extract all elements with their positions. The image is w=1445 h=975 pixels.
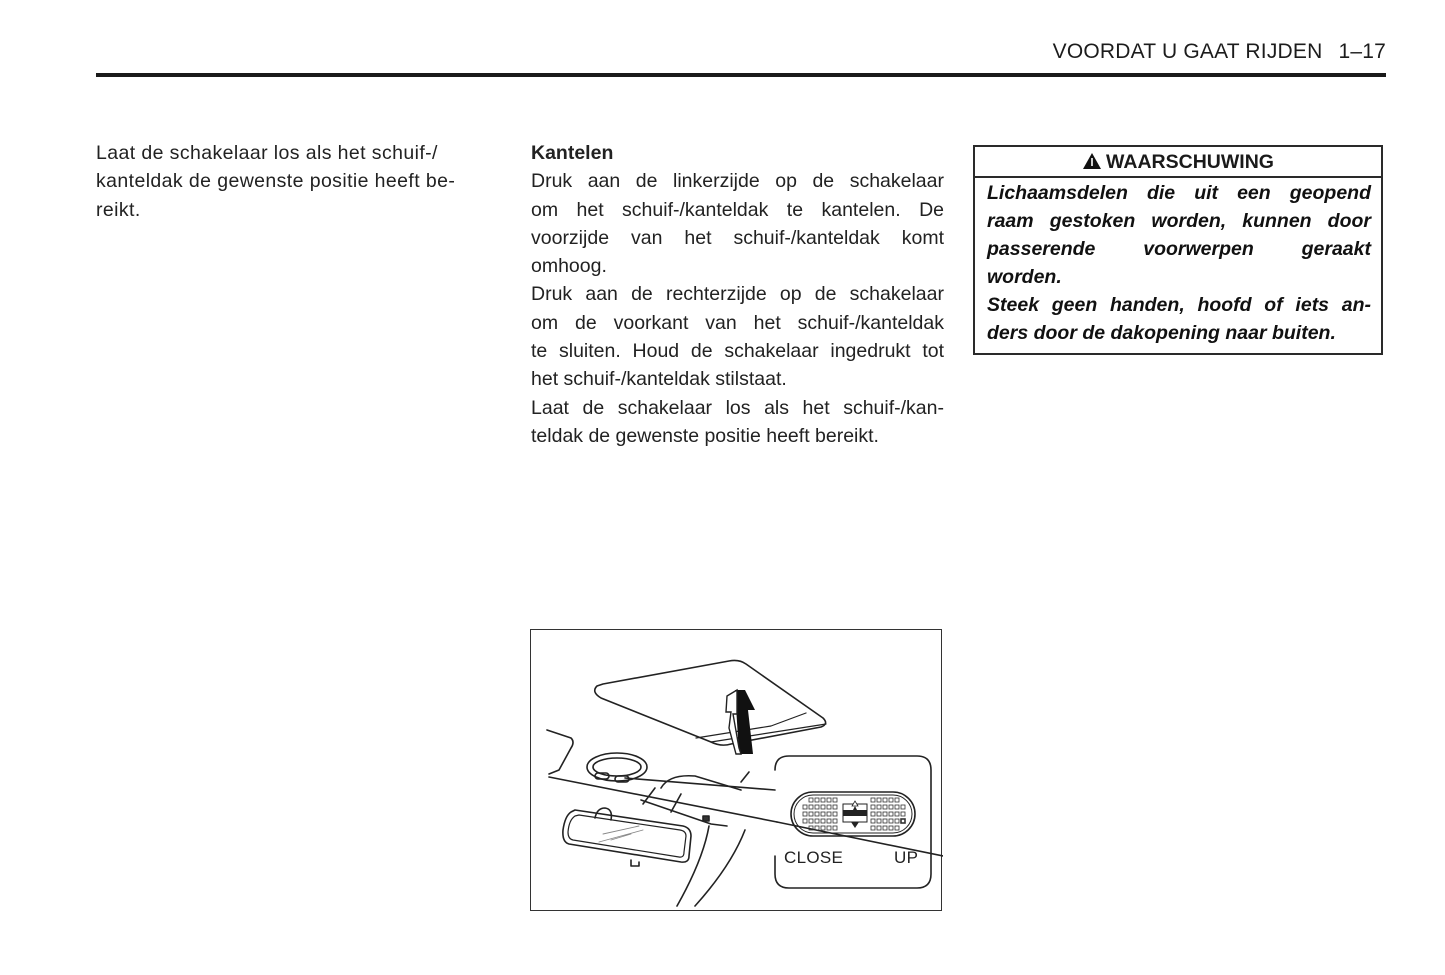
switch-grip-right: [871, 798, 905, 830]
text-line: kanteldak de gewenste positie heeft be-: [96, 170, 456, 193]
section-title: VOORDAT U GAAT RIJDEN: [1052, 40, 1323, 63]
rearview-mirror: [563, 810, 691, 862]
switch-grip-left: [803, 798, 837, 830]
left-paragraph: [96, 139, 506, 224]
warning-line: ders door de dakopening naar buiten.: [987, 322, 1336, 344]
warning-header: [975, 147, 1381, 178]
paragraph-release: [531, 394, 944, 451]
warning-line: passerende voorwerpen geraakt: [987, 238, 1371, 260]
text-line: voorzijde van het schuif-/kanteldak komt: [531, 226, 944, 249]
paragraph-tilt: [531, 167, 944, 280]
warning-line: Lichaamsdelen die uit een geopend: [987, 182, 1371, 204]
page-header: [1053, 40, 1386, 64]
text-line: reikt.: [96, 198, 141, 221]
text-line: het schuif-/kanteldak stilstaat.: [531, 368, 787, 391]
text-line: om de voorkant van het schuif-/kanteldak: [531, 311, 944, 334]
switch-label-up: UP: [894, 848, 919, 867]
warning-line: Steek geen handen, hoofd of iets an-: [987, 294, 1371, 316]
switch-label-close: CLOSE: [784, 848, 844, 867]
roof-panel: [595, 660, 826, 745]
text-line: Laat de schakelaar los als het schuif-/kan-: [531, 396, 944, 419]
sunroof-illustration: [530, 629, 942, 911]
warning-line: raam gestoken worden, kunnen door: [987, 210, 1371, 232]
sunroof-drawing: [531, 630, 943, 912]
warning-title: WAARSCHUWING: [1106, 151, 1274, 173]
left-column: [96, 139, 506, 224]
warning-box: [973, 145, 1383, 355]
middle-column: [531, 139, 944, 450]
subsection-title: Kantelen: [531, 142, 614, 164]
warning-line: worden.: [987, 266, 1062, 288]
page-number: 1–17: [1338, 40, 1386, 63]
text-line: Laat de schakelaar los als het schuif-/: [96, 142, 438, 164]
sunroof-switch-symbol-icon: [843, 801, 867, 828]
text-line: Druk aan de linkerzijde op de schakelaar: [531, 170, 944, 193]
text-line: te sluiten. Houd de schakelaar ingedrukt tot: [531, 340, 944, 363]
header-rule: [96, 73, 1386, 77]
text-line: teldak de gewenste positie heeft bereikt.: [531, 424, 879, 447]
text-line: omhoog.: [531, 255, 607, 278]
text-line: Druk aan de rechterzijde op de schakelaar: [531, 283, 944, 306]
paragraph-close: [531, 280, 944, 393]
warning-triangle-icon: [1082, 152, 1102, 170]
warning-body: [975, 178, 1381, 347]
text-line: om het schuif-/kanteldak te kantelen. De: [531, 198, 944, 221]
